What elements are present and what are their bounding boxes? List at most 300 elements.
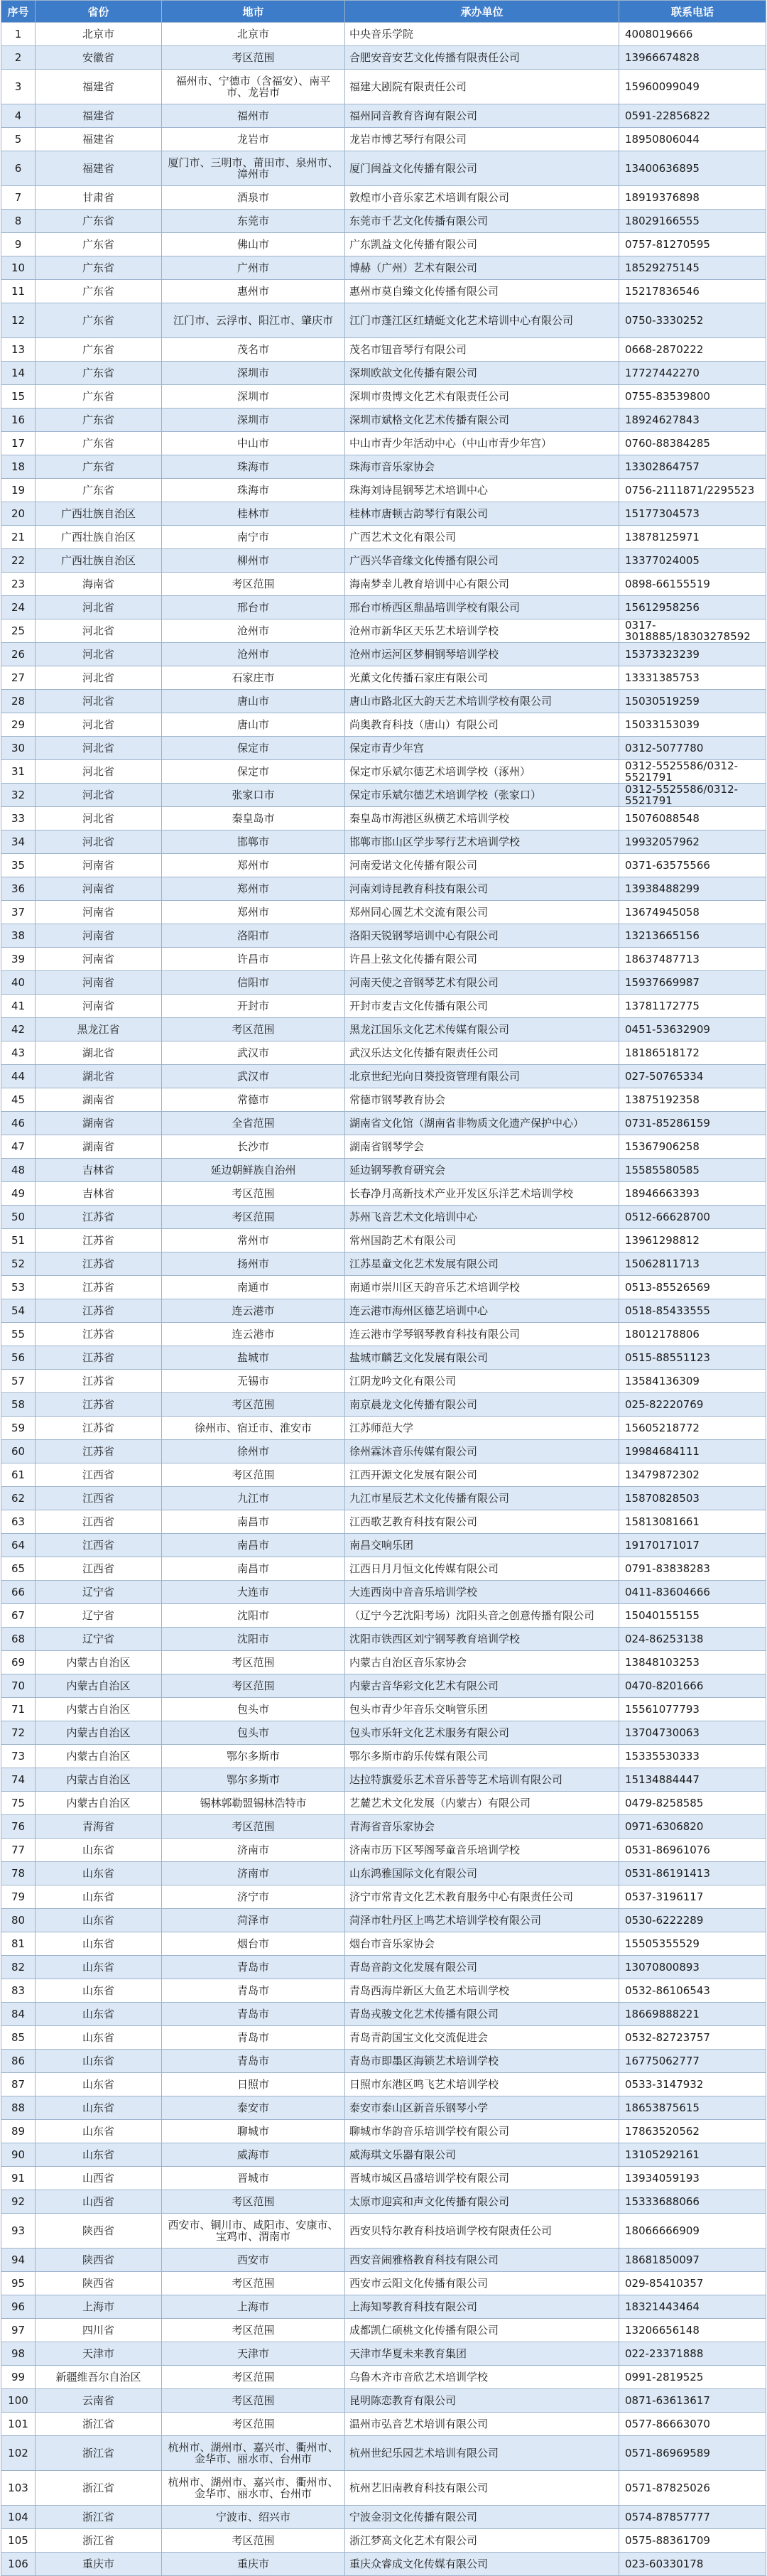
organizer-table bbox=[1, 0, 766, 2576]
table-row bbox=[1, 1674, 766, 1698]
table-header-row bbox=[1, 1, 766, 23]
row-organizer: 常州国韵艺术有限公司 bbox=[345, 1229, 619, 1252]
row-phone: 023-60330178 bbox=[619, 2553, 766, 2576]
table-row bbox=[1, 1721, 766, 1745]
row-index: 22 bbox=[1, 549, 36, 573]
table-row bbox=[1, 948, 766, 971]
row-province: 陕西省 bbox=[36, 2272, 162, 2295]
table-row bbox=[1, 1041, 766, 1065]
row-organizer: 威海琪文乐器有限公司 bbox=[345, 2143, 619, 2167]
row-organizer: 南京晨龙文化传播有限公司 bbox=[345, 1393, 619, 1417]
row-province: 河南省 bbox=[36, 901, 162, 924]
row-province: 广东省 bbox=[36, 280, 162, 303]
row-organizer: 武汉乐达文化传播有限责任公司 bbox=[345, 1041, 619, 1065]
row-index: 105 bbox=[1, 2529, 36, 2553]
table-row bbox=[1, 2366, 766, 2389]
row-province: 山东省 bbox=[36, 1885, 162, 1909]
table-row bbox=[1, 971, 766, 995]
row-province: 河北省 bbox=[36, 737, 162, 760]
row-organizer: 西安贝特尔教育科技培训学校有限责任公司 bbox=[345, 2214, 619, 2248]
row-province: 江苏省 bbox=[36, 1370, 162, 1393]
row-province: 浙江省 bbox=[36, 2413, 162, 2436]
row-city: 考区范围 bbox=[162, 2529, 345, 2553]
table-row bbox=[1, 1065, 766, 1088]
row-organizer: 福建大剧院有限责任公司 bbox=[345, 70, 619, 104]
row-province: 四川省 bbox=[36, 2319, 162, 2342]
row-index: 16 bbox=[1, 408, 36, 432]
row-city: 扬州市 bbox=[162, 1252, 345, 1276]
table-row bbox=[1, 924, 766, 948]
row-phone: 0411-83604666 bbox=[619, 1581, 766, 1604]
row-province: 河北省 bbox=[36, 830, 162, 854]
row-city: 九江市 bbox=[162, 1487, 345, 1510]
table-row bbox=[1, 2553, 766, 2576]
row-organizer: 日照市东港区鸣飞艺术培训学校 bbox=[345, 2073, 619, 2096]
table-row bbox=[1, 256, 766, 280]
row-city: 沈阳市 bbox=[162, 1604, 345, 1628]
row-province: 江西省 bbox=[36, 1463, 162, 1487]
row-organizer: 苏州飞音艺术文化培训中心 bbox=[345, 1206, 619, 1229]
row-province: 吉林省 bbox=[36, 1182, 162, 1206]
table-row bbox=[1, 2190, 766, 2214]
row-city: 福州市 bbox=[162, 104, 345, 128]
row-organizer: 保定市乐斌尔德艺术培训学校（张家口） bbox=[345, 784, 619, 807]
row-phone: 0537-3196117 bbox=[619, 1885, 766, 1909]
row-index: 98 bbox=[1, 2342, 36, 2366]
row-city: 徐州市、宿迁市、淮安市 bbox=[162, 1417, 345, 1440]
table-row bbox=[1, 877, 766, 901]
table-row bbox=[1, 408, 766, 432]
row-province: 广东省 bbox=[36, 362, 162, 385]
row-index: 66 bbox=[1, 1581, 36, 1604]
row-province: 江西省 bbox=[36, 1534, 162, 1557]
row-city: 北京市 bbox=[162, 23, 345, 46]
row-city: 常州市 bbox=[162, 1229, 345, 1252]
row-organizer: 桂林市唐顿古韵琴行有限公司 bbox=[345, 502, 619, 526]
row-province: 江苏省 bbox=[36, 1229, 162, 1252]
row-organizer: 江西日月月恒文化传媒有限公司 bbox=[345, 1557, 619, 1581]
row-province: 河北省 bbox=[36, 666, 162, 690]
row-city: 包头市 bbox=[162, 1721, 345, 1745]
row-index: 21 bbox=[1, 526, 36, 549]
row-province: 江苏省 bbox=[36, 1417, 162, 1440]
row-city: 上海市 bbox=[162, 2295, 345, 2319]
row-organizer: 深圳市斌格文化艺术传播有限公司 bbox=[345, 408, 619, 432]
row-index: 4 bbox=[1, 104, 36, 128]
row-index: 104 bbox=[1, 2506, 36, 2529]
row-province: 广东省 bbox=[36, 210, 162, 233]
row-province: 河南省 bbox=[36, 854, 162, 877]
row-province: 陕西省 bbox=[36, 2248, 162, 2272]
row-province: 山东省 bbox=[36, 2096, 162, 2120]
row-organizer: 温州市弘音艺术培训有限公司 bbox=[345, 2413, 619, 2436]
row-city: 南昌市 bbox=[162, 1510, 345, 1534]
row-province: 福建省 bbox=[36, 104, 162, 128]
row-phone: 18919376898 bbox=[619, 186, 766, 210]
row-phone: 15612958256 bbox=[619, 596, 766, 619]
table-row bbox=[1, 1862, 766, 1885]
row-organizer: 沧州市新华区天乐艺术培训学校 bbox=[345, 619, 619, 643]
row-province: 湖南省 bbox=[36, 1088, 162, 1112]
row-phone: 15030519259 bbox=[619, 690, 766, 713]
table-row bbox=[1, 1018, 766, 1041]
row-city: 深圳市 bbox=[162, 408, 345, 432]
row-organizer: 山东鸿雅国际文化有限公司 bbox=[345, 1862, 619, 1885]
row-phone: 17863520562 bbox=[619, 2120, 766, 2143]
row-city: 信阳市 bbox=[162, 971, 345, 995]
row-index: 61 bbox=[1, 1463, 36, 1487]
row-city: 考区范围 bbox=[162, 1182, 345, 1206]
row-organizer: 内蒙古自治区音乐家协会 bbox=[345, 1651, 619, 1674]
row-index: 88 bbox=[1, 2096, 36, 2120]
row-phone: 15177304573 bbox=[619, 502, 766, 526]
row-index: 50 bbox=[1, 1206, 36, 1229]
row-phone: 15333688066 bbox=[619, 2190, 766, 2214]
table-row bbox=[1, 1839, 766, 1862]
row-province: 广东省 bbox=[36, 338, 162, 362]
row-index: 46 bbox=[1, 1112, 36, 1135]
row-index: 6 bbox=[1, 151, 36, 186]
row-phone: 13105292161 bbox=[619, 2143, 766, 2167]
row-index: 101 bbox=[1, 2413, 36, 2436]
row-phone: 0971-6306820 bbox=[619, 1815, 766, 1839]
row-phone: 0312-5525586/0312-5521791 bbox=[619, 784, 766, 807]
row-province: 青海省 bbox=[36, 1815, 162, 1839]
row-phone: 13377024005 bbox=[619, 549, 766, 573]
row-phone: 13848103253 bbox=[619, 1651, 766, 1674]
row-organizer: 西安音闹雅格教育科技有限公司 bbox=[345, 2248, 619, 2272]
row-organizer: 唐山市路北区大韵天艺术培训学校有限公司 bbox=[345, 690, 619, 713]
row-organizer: 济宁市常青文化艺术教育服务中心有限责任公司 bbox=[345, 1885, 619, 1909]
row-organizer: 包头市青少年音乐交响管乐团 bbox=[345, 1698, 619, 1721]
row-organizer: 泰安市泰山区新音乐钢琴小学 bbox=[345, 2096, 619, 2120]
row-province: 广东省 bbox=[36, 479, 162, 502]
row-phone: 15062811713 bbox=[619, 1252, 766, 1276]
row-city: 石家庄市 bbox=[162, 666, 345, 690]
row-index: 43 bbox=[1, 1041, 36, 1065]
table-row bbox=[1, 2319, 766, 2342]
row-city: 桂林市 bbox=[162, 502, 345, 526]
row-city: 重庆市 bbox=[162, 2553, 345, 2576]
row-province: 江苏省 bbox=[36, 1252, 162, 1276]
row-phone: 0756-2111871/2295523 bbox=[619, 479, 766, 502]
row-index: 40 bbox=[1, 971, 36, 995]
row-organizer: 内蒙古音华彩文化艺术有限公司 bbox=[345, 1674, 619, 1698]
row-city: 沧州市 bbox=[162, 619, 345, 643]
row-phone: 13400636895 bbox=[619, 151, 766, 186]
row-index: 59 bbox=[1, 1417, 36, 1440]
row-city: 青岛市 bbox=[162, 2026, 345, 2050]
table-row bbox=[1, 1440, 766, 1463]
header-organizer: 承办单位 bbox=[345, 1, 619, 23]
row-index: 57 bbox=[1, 1370, 36, 1393]
row-phone: 0531-86961076 bbox=[619, 1839, 766, 1862]
table-row bbox=[1, 830, 766, 854]
row-organizer: 江西开源文化发展有限公司 bbox=[345, 1463, 619, 1487]
row-phone: 15561077793 bbox=[619, 1698, 766, 1721]
row-organizer: 茂名市钮音琴行有限公司 bbox=[345, 338, 619, 362]
row-province: 山东省 bbox=[36, 2073, 162, 2096]
row-province: 山西省 bbox=[36, 2190, 162, 2214]
table-row bbox=[1, 596, 766, 619]
row-phone: 025-82220769 bbox=[619, 1393, 766, 1417]
row-phone: 0515-88551123 bbox=[619, 1346, 766, 1370]
row-city: 青岛市 bbox=[162, 1979, 345, 2003]
row-city: 济南市 bbox=[162, 1839, 345, 1862]
row-phone: 0571-86969589 bbox=[619, 2436, 766, 2471]
row-index: 2 bbox=[1, 46, 36, 70]
row-index: 89 bbox=[1, 2120, 36, 2143]
row-organizer: 延边钢琴教育研究会 bbox=[345, 1159, 619, 1182]
row-index: 52 bbox=[1, 1252, 36, 1276]
row-phone: 029-85410357 bbox=[619, 2272, 766, 2295]
row-index: 30 bbox=[1, 737, 36, 760]
table-row bbox=[1, 2050, 766, 2073]
table-row bbox=[1, 1487, 766, 1510]
row-city: 南通市 bbox=[162, 1276, 345, 1299]
row-index: 102 bbox=[1, 2436, 36, 2471]
row-phone: 0731-85286159 bbox=[619, 1112, 766, 1135]
row-province: 辽宁省 bbox=[36, 1628, 162, 1651]
row-city: 江门市、云浮市、阳江市、肇庆市 bbox=[162, 303, 345, 338]
row-organizer: 保定市乐斌尔德艺术培训学校（涿州） bbox=[345, 760, 619, 784]
row-phone: 15367906258 bbox=[619, 1135, 766, 1159]
row-phone: 0760-88384285 bbox=[619, 432, 766, 455]
row-phone: 13938488299 bbox=[619, 877, 766, 901]
row-index: 35 bbox=[1, 854, 36, 877]
row-province: 内蒙古自治区 bbox=[36, 1792, 162, 1815]
row-index: 103 bbox=[1, 2471, 36, 2506]
row-index: 10 bbox=[1, 256, 36, 280]
table-row bbox=[1, 1463, 766, 1487]
row-phone: 13781172775 bbox=[619, 995, 766, 1018]
row-city: 徐州市 bbox=[162, 1440, 345, 1463]
row-organizer: 合肥安音安艺文化传播有限责任公司 bbox=[345, 46, 619, 70]
row-phone: 0532-82723757 bbox=[619, 2026, 766, 2050]
row-organizer: 青岛西海岸新区大鱼艺术培训学校 bbox=[345, 1979, 619, 2003]
row-organizer: 连云港市学琴钢琴教育科技有限公司 bbox=[345, 1323, 619, 1346]
row-index: 60 bbox=[1, 1440, 36, 1463]
row-index: 71 bbox=[1, 1698, 36, 1721]
row-index: 8 bbox=[1, 210, 36, 233]
row-index: 7 bbox=[1, 186, 36, 210]
row-province: 湖北省 bbox=[36, 1041, 162, 1065]
table-row bbox=[1, 1956, 766, 1979]
row-phone: 15217836546 bbox=[619, 280, 766, 303]
row-province: 山东省 bbox=[36, 2120, 162, 2143]
row-phone: 18186518172 bbox=[619, 1041, 766, 1065]
row-index: 34 bbox=[1, 830, 36, 854]
table-row bbox=[1, 233, 766, 256]
row-index: 95 bbox=[1, 2272, 36, 2295]
row-city: 无锡市 bbox=[162, 1370, 345, 1393]
row-province: 河南省 bbox=[36, 995, 162, 1018]
table-row bbox=[1, 1909, 766, 1932]
row-organizer: 江苏师范大学 bbox=[345, 1417, 619, 1440]
row-city: 济宁市 bbox=[162, 1885, 345, 1909]
row-province: 山东省 bbox=[36, 2050, 162, 2073]
row-organizer: 青海省音乐家协会 bbox=[345, 1815, 619, 1839]
row-index: 54 bbox=[1, 1299, 36, 1323]
row-city: 邢台市 bbox=[162, 596, 345, 619]
row-city: 杭州市、湖州市、嘉兴市、衢州市、金华市、丽水市、台州市 bbox=[162, 2436, 345, 2471]
row-phone: 0512-66628700 bbox=[619, 1206, 766, 1229]
row-province: 山东省 bbox=[36, 1909, 162, 1932]
row-organizer: 南通市崇川区天韵音乐艺术培训学校 bbox=[345, 1276, 619, 1299]
row-index: 56 bbox=[1, 1346, 36, 1370]
row-province: 内蒙古自治区 bbox=[36, 1674, 162, 1698]
row-index: 29 bbox=[1, 713, 36, 737]
row-phone: 0312-5525586/0312-5521791 bbox=[619, 760, 766, 784]
row-province: 内蒙古自治区 bbox=[36, 1698, 162, 1721]
row-city: 大连市 bbox=[162, 1581, 345, 1604]
row-index: 76 bbox=[1, 1815, 36, 1839]
row-organizer: 厦门闽益文化传播有限公司 bbox=[345, 151, 619, 186]
row-city: 连云港市 bbox=[162, 1299, 345, 1323]
row-index: 37 bbox=[1, 901, 36, 924]
row-organizer: 鄂尔多斯市韵乐传媒有限公司 bbox=[345, 1745, 619, 1768]
row-organizer: 太原市迎宾和声文化传播有限公司 bbox=[345, 2190, 619, 2214]
row-province: 黑龙江省 bbox=[36, 1018, 162, 1041]
row-city: 南宁市 bbox=[162, 526, 345, 549]
row-index: 51 bbox=[1, 1229, 36, 1252]
row-organizer: 洛阳天锐钢琴培训中心有限公司 bbox=[345, 924, 619, 948]
table-row bbox=[1, 784, 766, 807]
table-row bbox=[1, 854, 766, 877]
row-phone: 15373323239 bbox=[619, 643, 766, 666]
table-row bbox=[1, 737, 766, 760]
row-organizer: 珠海市音乐家协会 bbox=[345, 455, 619, 479]
table-row bbox=[1, 2167, 766, 2190]
table-row bbox=[1, 2529, 766, 2553]
row-organizer: 海南梦幸儿教育培训中心有限公司 bbox=[345, 573, 619, 596]
row-city: 西安市 bbox=[162, 2248, 345, 2272]
row-index: 90 bbox=[1, 2143, 36, 2167]
row-province: 内蒙古自治区 bbox=[36, 1651, 162, 1674]
row-phone: 13331385753 bbox=[619, 666, 766, 690]
row-index: 65 bbox=[1, 1557, 36, 1581]
row-phone: 0898-66155519 bbox=[619, 573, 766, 596]
row-phone: 18321443464 bbox=[619, 2295, 766, 2319]
row-index: 69 bbox=[1, 1651, 36, 1674]
table-row bbox=[1, 186, 766, 210]
row-index: 19 bbox=[1, 479, 36, 502]
row-province: 江苏省 bbox=[36, 1299, 162, 1323]
row-index: 80 bbox=[1, 1909, 36, 1932]
row-city: 考区范围 bbox=[162, 1393, 345, 1417]
row-organizer: 九江市星辰艺术文化传播有限公司 bbox=[345, 1487, 619, 1510]
table-row bbox=[1, 1792, 766, 1815]
row-city: 厦门市、三明市、莆田市、泉州市、漳州市 bbox=[162, 151, 345, 186]
row-organizer: 达拉特旗爱乐艺术音乐普等艺术培训有限公司 bbox=[345, 1768, 619, 1792]
row-city: 连云港市 bbox=[162, 1323, 345, 1346]
row-province: 江苏省 bbox=[36, 1346, 162, 1370]
row-province: 河北省 bbox=[36, 807, 162, 830]
row-city: 中山市 bbox=[162, 432, 345, 455]
row-index: 38 bbox=[1, 924, 36, 948]
row-city: 南昌市 bbox=[162, 1534, 345, 1557]
table-row bbox=[1, 713, 766, 737]
table-row bbox=[1, 1534, 766, 1557]
table-row bbox=[1, 2120, 766, 2143]
row-phone: 0531-86191413 bbox=[619, 1862, 766, 1885]
row-index: 24 bbox=[1, 596, 36, 619]
table-row bbox=[1, 2436, 766, 2471]
row-phone: 0991-2819525 bbox=[619, 2366, 766, 2389]
row-phone: 16775062777 bbox=[619, 2050, 766, 2073]
table-row bbox=[1, 549, 766, 573]
row-city: 邯郸市 bbox=[162, 830, 345, 854]
row-index: 72 bbox=[1, 1721, 36, 1745]
row-phone: 18029166555 bbox=[619, 210, 766, 233]
row-province: 广西壮族自治区 bbox=[36, 526, 162, 549]
table-row bbox=[1, 1979, 766, 2003]
row-organizer: 重庆众睿成文化传媒有限公司 bbox=[345, 2553, 619, 2576]
row-organizer: 江西歌艺教育科技有限公司 bbox=[345, 1510, 619, 1534]
row-province: 广东省 bbox=[36, 432, 162, 455]
row-index: 23 bbox=[1, 573, 36, 596]
row-city: 西安市、铜川市、咸阳市、安康市、宝鸡市、渭南市 bbox=[162, 2214, 345, 2248]
row-phone: 18950806044 bbox=[619, 128, 766, 151]
table-row bbox=[1, 104, 766, 128]
row-organizer: 博赫（广州）艺术有限公司 bbox=[345, 256, 619, 280]
row-phone: 0479-8258585 bbox=[619, 1792, 766, 1815]
row-index: 94 bbox=[1, 2248, 36, 2272]
row-organizer: 江阴龙吟文化有限公司 bbox=[345, 1370, 619, 1393]
row-city: 考区范围 bbox=[162, 2190, 345, 2214]
row-city: 惠州市 bbox=[162, 280, 345, 303]
row-city: 宁波市、绍兴市 bbox=[162, 2506, 345, 2529]
row-city: 威海市 bbox=[162, 2143, 345, 2167]
row-phone: 15076088548 bbox=[619, 807, 766, 830]
row-organizer: 广西艺术文化有限公司 bbox=[345, 526, 619, 549]
row-province: 江苏省 bbox=[36, 1393, 162, 1417]
header-province: 省份 bbox=[36, 1, 162, 23]
row-organizer: 龙岩市博艺琴行有限公司 bbox=[345, 128, 619, 151]
row-organizer: 秦皇岛市海港区纵横艺术培训学校 bbox=[345, 807, 619, 830]
row-organizer: 东莞市千艺文化传播有限公司 bbox=[345, 210, 619, 233]
row-city: 杭州市、湖州市、嘉兴市、衢州市、金华市、丽水市、台州市 bbox=[162, 2471, 345, 2506]
row-city: 考区范围 bbox=[162, 1206, 345, 1229]
row-province: 甘肃省 bbox=[36, 186, 162, 210]
row-province: 山西省 bbox=[36, 2167, 162, 2190]
row-province: 江苏省 bbox=[36, 1206, 162, 1229]
row-province: 山东省 bbox=[36, 2026, 162, 2050]
row-province: 吉林省 bbox=[36, 1159, 162, 1182]
row-city: 日照市 bbox=[162, 2073, 345, 2096]
row-phone: 0530-6222289 bbox=[619, 1909, 766, 1932]
table-row bbox=[1, 1346, 766, 1370]
row-city: 珠海市 bbox=[162, 479, 345, 502]
table-row bbox=[1, 2073, 766, 2096]
table-row bbox=[1, 1088, 766, 1112]
row-organizer: 连云港市海州区德艺培训中心 bbox=[345, 1299, 619, 1323]
row-index: 11 bbox=[1, 280, 36, 303]
table-row bbox=[1, 1252, 766, 1276]
row-organizer: 沧州市运河区梦桐钢琴培训学校 bbox=[345, 643, 619, 666]
table-row bbox=[1, 1604, 766, 1628]
row-city: 唐山市 bbox=[162, 713, 345, 737]
row-phone: 18066666909 bbox=[619, 2214, 766, 2248]
row-index: 47 bbox=[1, 1135, 36, 1159]
row-index: 55 bbox=[1, 1323, 36, 1346]
row-organizer: 上海知琴教育科技有限公司 bbox=[345, 2295, 619, 2319]
row-phone: 0470-8201666 bbox=[619, 1674, 766, 1698]
row-organizer: 邢台市桥西区鼎晶培训学校有限公司 bbox=[345, 596, 619, 619]
row-index: 41 bbox=[1, 995, 36, 1018]
row-organizer: 艺麓艺术文化发展（内蒙古）有限公司 bbox=[345, 1792, 619, 1815]
table-row bbox=[1, 1276, 766, 1299]
